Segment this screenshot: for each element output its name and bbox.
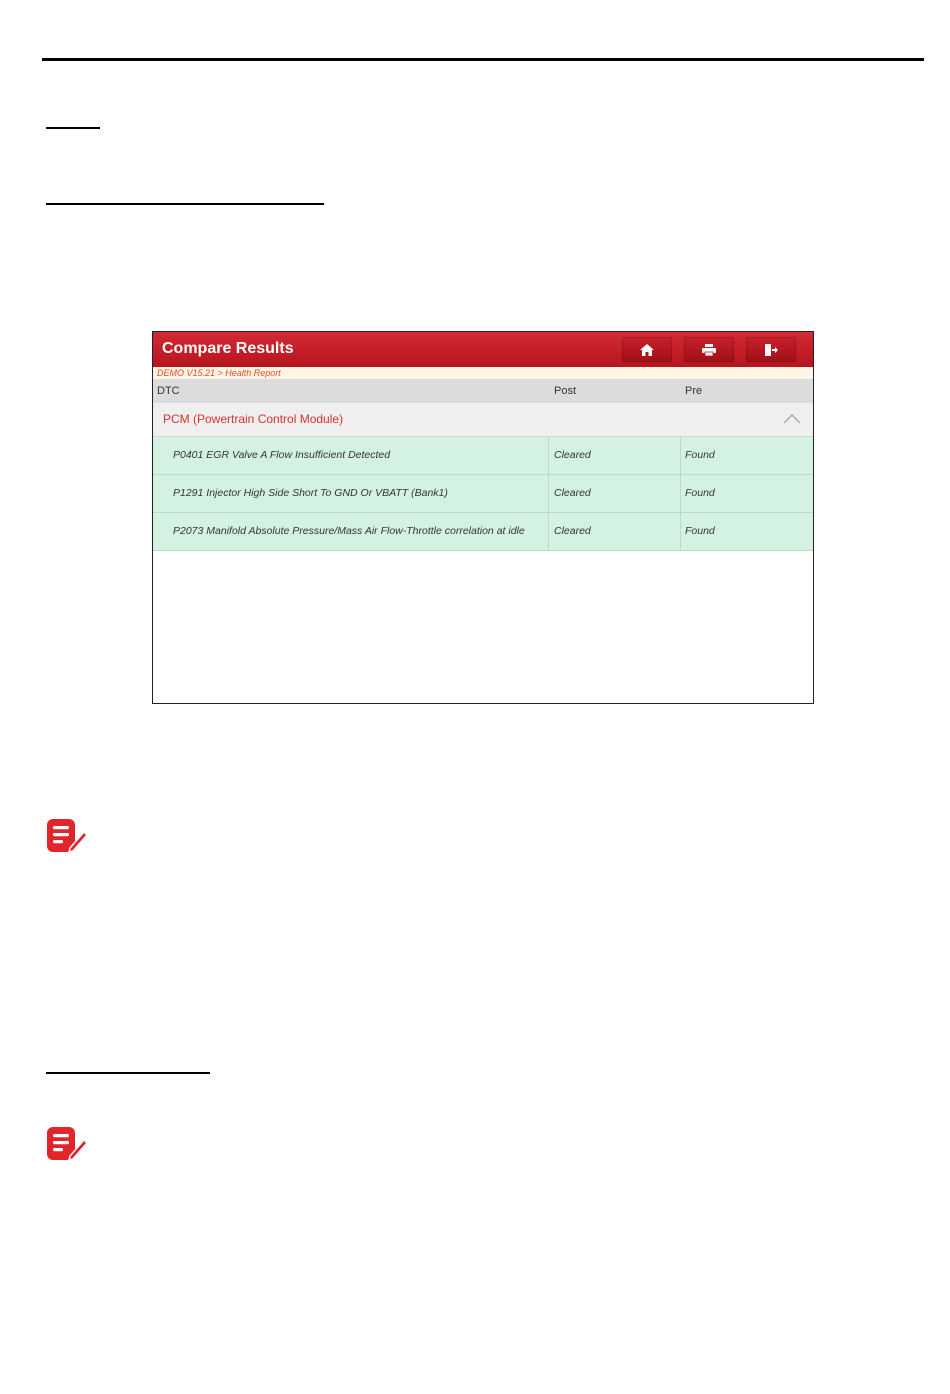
module-group-header[interactable]: [153, 403, 813, 437]
home-icon: [639, 343, 655, 357]
pre-cell: Found: [685, 449, 715, 461]
heading-underline: [46, 1072, 210, 1074]
column-post: Post: [554, 385, 577, 397]
post-cell: Cleared: [554, 487, 591, 499]
column-header: [153, 379, 813, 403]
dtc-cell: P2073 Manifold Absolute Pressure/Mass Air Flow-Throttle correlation at idle: [173, 525, 525, 537]
dtc-cell: P1291 Injector High Side Short To GND Or VBATT (Bank1): [173, 487, 448, 499]
table-row[interactable]: [153, 513, 813, 551]
cell-divider: [680, 437, 681, 474]
cell-divider: [548, 437, 549, 474]
home-button[interactable]: [622, 337, 672, 362]
breadcrumb[interactable]: DEMO V15.21 > Health Report: [153, 367, 813, 379]
heading-underline: [46, 203, 324, 205]
dtc-cell: P0401 EGR Valve A Flow Insufficient Detected: [173, 449, 391, 461]
header-rule: [42, 58, 924, 61]
table-row[interactable]: [153, 475, 813, 513]
cell-divider: [548, 475, 549, 512]
heading-underline: [46, 127, 100, 129]
title-bar: [153, 332, 813, 367]
print-icon: [701, 343, 717, 357]
note-edit-icon: [46, 1126, 88, 1162]
chevron-up-icon[interactable]: [783, 414, 801, 424]
screen-title: Compare Results: [162, 340, 294, 357]
compare-results-screenshot: [152, 331, 814, 704]
cell-divider: [680, 475, 681, 512]
pre-cell: Found: [685, 487, 715, 499]
exit-icon: [763, 343, 779, 357]
column-dtc: DTC: [157, 385, 180, 397]
column-pre: Pre: [685, 385, 703, 397]
post-cell: Cleared: [554, 525, 591, 537]
cell-divider: [548, 513, 549, 550]
exit-button[interactable]: [746, 337, 796, 362]
print-button[interactable]: [684, 337, 734, 362]
module-group-label: PCM (Powertrain Control Module): [163, 412, 344, 426]
post-cell: Cleared: [554, 449, 591, 461]
note-edit-icon: [46, 818, 88, 854]
table-row[interactable]: [153, 437, 813, 475]
cell-divider: [680, 513, 681, 550]
pre-cell: Found: [685, 525, 715, 537]
